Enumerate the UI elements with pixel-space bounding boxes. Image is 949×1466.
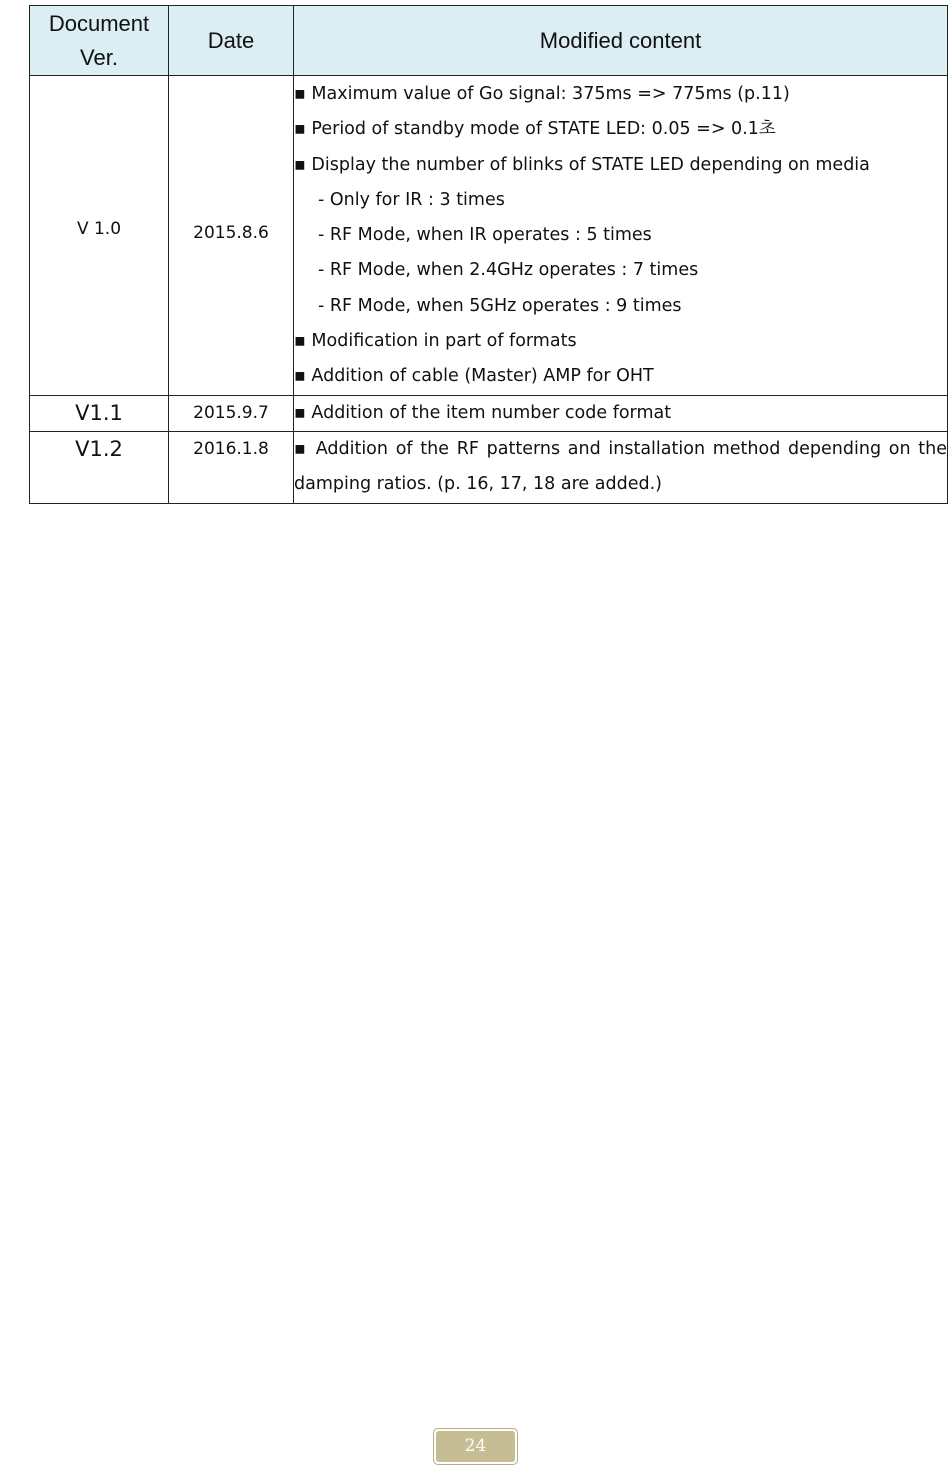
table-row <box>30 431 948 503</box>
content-line: ▪ Maximum value of Go signal: 375ms => 775ms (p.11) <box>294 84 790 104</box>
content-subline: - RF Mode, when 5GHz operates : 9 times <box>318 295 682 316</box>
content-line: ▪ Addition of the item number code format <box>294 402 672 423</box>
header-document-version: Document Ver. <box>30 6 169 76</box>
content-subline: - Only for IR : 3 times <box>318 189 505 210</box>
content-paragraph: ▪ Addition of the RF patterns and installation method depending on the damping ratios. (p. 16, 17, 18 are added.) <box>294 438 947 495</box>
content-line: ▪ Modification in part of formats <box>294 331 577 352</box>
page-number: 24 <box>436 1431 515 1462</box>
date-cell <box>169 76 294 396</box>
content-cell <box>294 76 948 396</box>
content-line: ▪ Period of standby mode of STATE LED: 0.05 => 0.1초 <box>294 119 776 140</box>
page-number-badge <box>433 1428 518 1465</box>
revision-history-table <box>29 5 948 504</box>
version-cell <box>30 395 169 431</box>
date-cell <box>169 395 294 431</box>
date-label: 2015.8.6 <box>193 222 269 243</box>
version-label: V1.1 <box>75 400 123 425</box>
version-label: V 1.0 <box>76 218 122 239</box>
header-date: Date <box>169 6 294 76</box>
date-label: 2015.9.7 <box>193 402 269 423</box>
content-line: ▪ Display the number of blinks of STATE LED depending on media <box>294 154 870 175</box>
table-row <box>30 76 948 396</box>
content-subline: - RF Mode, when 2.4GHz operates : 7 times <box>318 260 699 281</box>
version-cell <box>30 431 169 503</box>
content-subline: - RF Mode, when IR operates : 5 times <box>318 225 652 246</box>
table-header-row <box>30 6 948 76</box>
date-label: 2016.1.8 <box>193 438 269 459</box>
table-row <box>30 395 948 431</box>
version-label: V1.2 <box>75 436 123 461</box>
content-cell <box>294 395 948 431</box>
header-modified-content: Modified content <box>294 6 948 76</box>
content-cell <box>294 431 948 503</box>
date-cell <box>169 431 294 503</box>
version-cell <box>30 76 169 396</box>
content-line: ▪ Addition of cable (Master) AMP for OHT <box>294 366 654 387</box>
